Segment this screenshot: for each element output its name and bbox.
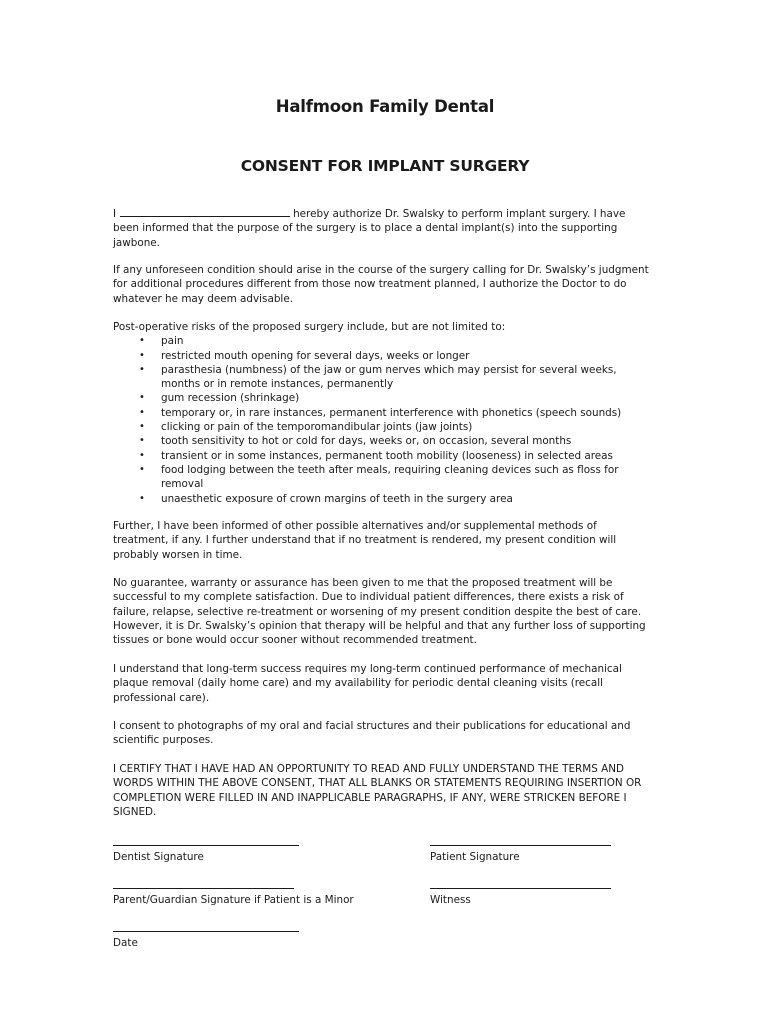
date-block [113,931,299,949]
list-item: • parasthesia (numbness) of the jaw or gum nerves which may persist for several weeks, months or in remote instances, permanently [139,363,617,391]
witness-signature-label: Witness [430,894,471,906]
practice-name: Halfmoon Family Dental [275,97,495,116]
long-term-paragraph [113,662,653,705]
alternatives-text: Further, I have been informed of other possible alternatives and/or supplemental methods of treatment, if any. I further understand that if no treatment is rendered, my present condition will probably worsen in time. [113,520,617,561]
dentist-signature-block [113,845,299,863]
photographs-paragraph [113,719,653,748]
list-item: • transient or in some instances, permanent tooth mobility (looseness) in selected areas [139,449,613,462]
bullet-icon: • [139,492,145,504]
risks-section [113,320,653,506]
risks-list [113,334,653,506]
intro-prefix: I [113,208,117,220]
unforeseen-text: If any unforeseen condition should arise in the course of the surgery calling for Dr. Swalsky’s judgment for additional procedures different from those now treatment planned, I authorize the Doctor to do whatever he may deem advisable. [113,264,649,305]
list-item: • unaesthetic exposure of crown margins of teeth in the surgery area [139,492,513,505]
date-label: Date [113,937,138,949]
intro-text: hereby authorize Dr. Swalsky to perform implant surgery. I have been informed that the purpose of the surgery is to place a dental implant(s) into the supporting jawbone. [113,208,626,249]
list-item: • food lodging between the teeth after meals, requiring cleaning devices such as floss for removal [139,463,619,491]
bullet-icon: • [139,349,145,361]
alternatives-paragraph [113,519,653,562]
bullet-icon: • [139,449,145,461]
guardian-signature-line[interactable] [113,888,294,889]
witness-signature-line[interactable] [430,888,611,889]
risks-intro: Post-operative risks of the proposed surgery include, but are not limited to: [113,321,506,333]
list-item: • tooth sensitivity to hot or cold for days, weeks or, on occasion, several months [139,435,572,448]
patient-name-blank[interactable] [120,206,290,217]
patient-signature-line[interactable] [430,845,611,846]
guarantee-text: No guarantee, warranty or assurance has been given to me that the proposed treatment will be successful to my complete satisfaction. Due to individual patient differences, there exists a risk of failure, relapse, selective re-treatment or worsening of my present condition despite the best of care. However, it is Dr. Swalsky’s opinion that therapy will be helpful and that any further loss of supporting tissues or bone would occur sooner without recommended treatment. [113,577,646,647]
photographs-text: I consent to photographs of my oral and facial structures and their publications for educational and scientific purposes. [113,720,631,747]
bullet-icon: • [139,363,145,375]
patient-signature-block [430,845,611,863]
list-item: • clicking or pain of the temporomandibular joints (jaw joints) [139,421,473,434]
guardian-signature-block [113,888,354,906]
list-item: • pain [139,335,184,348]
bullet-icon: • [139,435,145,447]
bullet-icon: • [139,392,145,404]
bullet-icon: • [139,335,145,347]
list-item: • gum recession (shrinkage) [139,392,300,405]
list-item: • restricted mouth opening for several days, weeks or longer [139,349,470,362]
bullet-icon: • [139,463,145,475]
certify-paragraph [113,762,653,819]
bullet-icon: • [139,421,145,433]
guardian-signature-label: Parent/Guardian Signature if Patient is a Minor [113,894,354,906]
patient-signature-label: Patient Signature [430,851,520,863]
dentist-signature-label: Dentist Signature [113,851,204,863]
witness-signature-block [430,888,611,906]
form-title: CONSENT FOR IMPLANT SURGERY [240,157,530,175]
date-line[interactable] [113,931,299,932]
bullet-icon: • [139,406,145,418]
unforeseen-paragraph [113,263,653,306]
dentist-signature-line[interactable] [113,845,299,846]
certify-text: I CERTIFY THAT I HAVE HAD AN OPPORTUNITY TO READ AND FULLY UNDERSTAND THE TERMS AND WORDS WITHIN THE ABOVE CONSENT, THAT ALL BLANKS OR STATEMENTS REQUIRING INSERTION OR COMPLETION WERE FILLED IN AND INAPPLICABLE PARAGRAPHS, IF ANY, WERE STRICKEN BEFORE I SIGNED. [113,763,642,818]
list-item: • temporary or, in rare instances, permanent interference with phonetics (speech sounds) [139,406,622,419]
guarantee-paragraph [113,576,653,647]
long-term-text: I understand that long-term success requires my long-term continued performance of mechanical plaque removal (daily home care) and my availability for periodic dental cleaning visits (recall professional care). [113,663,622,704]
intro-paragraph [113,206,653,250]
